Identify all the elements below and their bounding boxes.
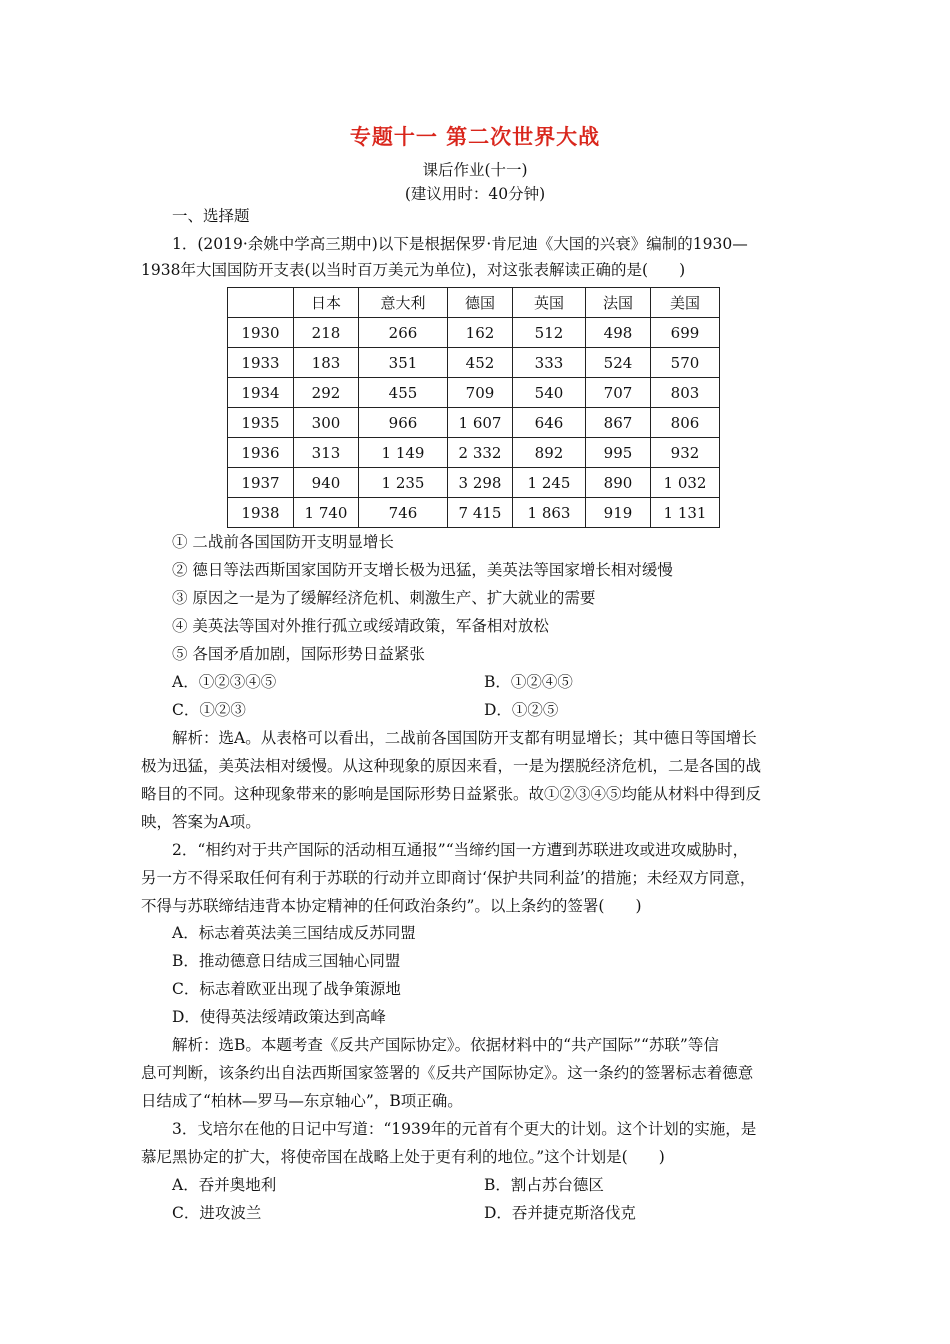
q2-option-d: D．使得英法绥靖政策达到高峰 xyxy=(172,1008,386,1026)
table-header-cell: 英国 xyxy=(513,288,586,318)
q3-stem-line: 慕尼黑协定的扩大，将使帝国在战略上处于更有利的地位。”这个计划是( ) xyxy=(141,1148,665,1166)
table-cell: 890 xyxy=(586,468,651,498)
section-heading: 一、选择题 xyxy=(172,207,250,225)
q3-option-a: A．吞并奥地利 xyxy=(172,1176,277,1194)
table-cell: 867 xyxy=(586,408,651,438)
table-cell: 1 149 xyxy=(359,438,448,468)
table-header-row xyxy=(228,288,720,318)
table-cell: 162 xyxy=(448,318,513,348)
q2-analysis-line: 解析：选B。本题考查《反共产国际协定》。依据材料中的“共产国际”“苏联”等信 xyxy=(172,1036,719,1054)
table-cell: 570 xyxy=(651,348,720,378)
q2-stem-line: 另一方不得采取任何有利于苏联的行动并立即商讨‘保护共同利益’的措施；未经双方同意， xyxy=(141,869,756,887)
q1-statement: ② 德日等法西斯国家国防开支增长极为迅猛，美英法等国家增长相对缓慢 xyxy=(172,561,673,579)
table-cell: 1 245 xyxy=(513,468,586,498)
table-cell: 2 332 xyxy=(448,438,513,468)
table-cell xyxy=(228,288,294,318)
table-cell: 183 xyxy=(294,348,359,378)
q1-statement: ③ 原因之一是为了缓解经济危机、刺激生产、扩大就业的需要 xyxy=(172,589,596,607)
table-row xyxy=(228,408,720,438)
q1-statement: ① 二战前各国国防开支明显增长 xyxy=(172,533,394,551)
table-cell: 1 863 xyxy=(513,498,586,528)
table-row xyxy=(228,348,720,378)
table-cell: 333 xyxy=(513,348,586,378)
page-title: 专题十一 第二次世界大战 xyxy=(349,125,601,149)
q1-stem-line-1: 1．(2019·余姚中学高三期中)以下是根据保罗·肯尼迪《大国的兴衰》编制的1930— xyxy=(172,235,748,253)
table-cell: 646 xyxy=(513,408,586,438)
table-cell: 292 xyxy=(294,378,359,408)
table-cell: 1930 xyxy=(228,318,294,348)
table-cell: 7 415 xyxy=(448,498,513,528)
table-cell: 966 xyxy=(359,408,448,438)
table-cell: 351 xyxy=(359,348,448,378)
table-cell: 540 xyxy=(513,378,586,408)
q1-analysis-line: 略目的不同。这种现象带来的影响是国际形势日益紧张。故①②③④⑤均能从材料中得到反 xyxy=(141,785,762,803)
homework-subtitle: 课后作业(十一) xyxy=(422,161,528,179)
time-hint: (建议用时：40分钟) xyxy=(404,185,546,203)
table-row xyxy=(228,438,720,468)
q3-option-c: C．进攻波兰 xyxy=(172,1204,262,1222)
table-header-cell: 法国 xyxy=(586,288,651,318)
table-header-cell: 德国 xyxy=(448,288,513,318)
table-row xyxy=(228,498,720,528)
table-cell: 1938 xyxy=(228,498,294,528)
q1-analysis-line: 极为迅猛，美英法相对缓慢。从这种现象的原因来看，一是为摆脱经济危机，二是各国的战 xyxy=(141,757,762,775)
q2-analysis-line: 日结成了“柏林—罗马—东京轴心”，B项正确。 xyxy=(141,1092,463,1110)
defense-spending-table xyxy=(227,287,720,528)
q3-stem-line: 3．戈培尔在他的日记中写道：“1939年的元首有个更大的计划。这个计划的实施，是 xyxy=(172,1120,757,1138)
table-cell: 940 xyxy=(294,468,359,498)
q2-stem-line: 2．“相约对于共产国际的活动相互通报”“当缔约国一方遭到苏联进攻或进攻威胁时， xyxy=(172,841,749,859)
q1-statement: ④ 美英法等国对外推行孤立或绥靖政策，军备相对放松 xyxy=(172,617,549,635)
table-cell: 266 xyxy=(359,318,448,348)
q3-option-b: B．割占苏台德区 xyxy=(484,1176,604,1194)
table-cell: 1936 xyxy=(228,438,294,468)
q1-statement: ⑤ 各国矛盾加剧，国际形势日益紧张 xyxy=(172,645,425,663)
table-cell: 3 298 xyxy=(448,468,513,498)
q1-option-a: A．①②③④⑤ xyxy=(172,673,277,691)
table-cell: 512 xyxy=(513,318,586,348)
table-cell: 803 xyxy=(651,378,720,408)
table-cell: 1937 xyxy=(228,468,294,498)
table-header-cell: 美国 xyxy=(651,288,720,318)
table-cell: 1 740 xyxy=(294,498,359,528)
table-cell: 707 xyxy=(586,378,651,408)
q1-analysis-line: 解析：选A。从表格可以看出，二战前各国国防开支都有明显增长；其中德日等国增长 xyxy=(172,729,757,747)
table-row xyxy=(228,378,720,408)
q2-option-b: B．推动德意日结成三国轴心同盟 xyxy=(172,952,401,970)
table-cell: 1 131 xyxy=(651,498,720,528)
table-cell: 806 xyxy=(651,408,720,438)
q1-option-b: B．①②④⑤ xyxy=(484,673,573,691)
table-cell: 746 xyxy=(359,498,448,528)
table-cell: 1933 xyxy=(228,348,294,378)
q1-option-c: C．①②③ xyxy=(172,701,246,719)
table-cell: 455 xyxy=(359,378,448,408)
table-cell: 524 xyxy=(586,348,651,378)
q2-stem-line: 不得与苏联缔结违背本协定精神的任何政治条约”。以上条约的签署( ) xyxy=(141,897,642,915)
q2-analysis-line: 息可判断，该条约出自法西斯国家签署的《反共产国际协定》。这一条约的签署标志着德意 xyxy=(141,1064,754,1082)
table-cell: 1 607 xyxy=(448,408,513,438)
table-cell: 919 xyxy=(586,498,651,528)
table-row xyxy=(228,468,720,498)
table-cell: 1934 xyxy=(228,378,294,408)
q2-option-c: C．标志着欧亚出现了战争策源地 xyxy=(172,980,401,998)
table-row xyxy=(228,318,720,348)
table-cell: 709 xyxy=(448,378,513,408)
q1-option-d: D．①②⑤ xyxy=(484,701,559,719)
table-cell: 218 xyxy=(294,318,359,348)
q1-stem-line-2: 1938年大国国防开支表(以当时百万美元为单位)，对这张表解读正确的是( ) xyxy=(141,261,686,279)
table-cell: 1 235 xyxy=(359,468,448,498)
table-cell: 892 xyxy=(513,438,586,468)
table-cell: 498 xyxy=(586,318,651,348)
table-header-cell: 日本 xyxy=(294,288,359,318)
table-cell: 699 xyxy=(651,318,720,348)
table-cell: 932 xyxy=(651,438,720,468)
q3-option-d: D．吞并捷克斯洛伐克 xyxy=(484,1204,636,1222)
table-cell: 300 xyxy=(294,408,359,438)
table-cell: 995 xyxy=(586,438,651,468)
q2-option-a: A．标志着英法美三国结成反苏同盟 xyxy=(172,924,416,942)
table-cell: 313 xyxy=(294,438,359,468)
table-cell: 1 032 xyxy=(651,468,720,498)
table-header-cell: 意大利 xyxy=(359,288,448,318)
table-cell: 452 xyxy=(448,348,513,378)
table-cell: 1935 xyxy=(228,408,294,438)
q1-analysis-line: 映，答案为A项。 xyxy=(141,813,261,831)
